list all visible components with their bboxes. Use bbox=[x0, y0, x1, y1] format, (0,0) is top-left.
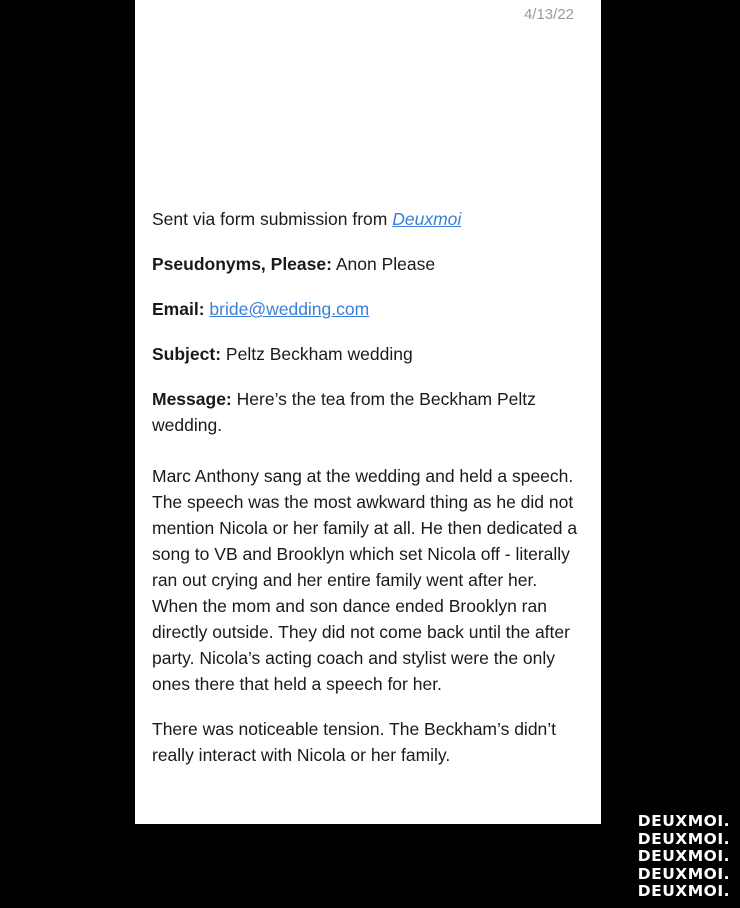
message-field bbox=[152, 386, 579, 438]
watermark-line: DEUXMOI. bbox=[637, 812, 730, 830]
subject-label: Subject: bbox=[152, 344, 222, 364]
email-body bbox=[152, 206, 579, 787]
pseudonyms-label: Pseudonyms, Please: bbox=[152, 254, 332, 274]
watermark-line: DEUXMOI. bbox=[637, 829, 730, 848]
intro-text: Sent via form submission from bbox=[152, 209, 393, 229]
message-label: Message: bbox=[152, 389, 232, 409]
pseudonyms-value: Anon Please bbox=[335, 254, 436, 274]
email-card bbox=[135, 0, 601, 824]
message-value: Here’s the tea from the Beckham Peltz wedding. bbox=[152, 389, 536, 435]
watermark-line: DEUXMOI. bbox=[637, 864, 730, 883]
deuxmoi-watermark bbox=[638, 813, 730, 901]
pseudonyms-field bbox=[152, 251, 579, 277]
subject-field bbox=[152, 341, 579, 367]
email-address-link[interactable]: bride@wedding.com bbox=[209, 299, 370, 319]
subject-value: Peltz Beckham wedding bbox=[225, 344, 413, 364]
message-paragraph: Marc Anthony sang at the wedding and held a speech. The speech was the most awkward thing as he did not mention Nicola or her family at all. He then dedicated a song to VB and Brooklyn which set Nicola off - literally ran out crying and her entire family went after her. When the mom and son dance ended Brooklyn ran directly outside. They did not come back until the after party. Nicola’s acting coach and stylist were the only ones there that held a speech for her. bbox=[152, 466, 578, 694]
watermark-line: DEUXMOI. bbox=[637, 847, 730, 865]
message-paragraph: There was noticeable tension. The Beckham’s didn’t really interact with Nicola or her family. bbox=[152, 719, 557, 765]
email-date: 4/13/22 bbox=[523, 6, 574, 23]
watermark-line: DEUXMOI. bbox=[637, 882, 730, 900]
email-field bbox=[152, 296, 579, 322]
email-label: Email: bbox=[152, 299, 205, 319]
intro-line bbox=[152, 206, 579, 232]
deuxmoi-link[interactable]: Deuxmoi bbox=[392, 209, 462, 229]
